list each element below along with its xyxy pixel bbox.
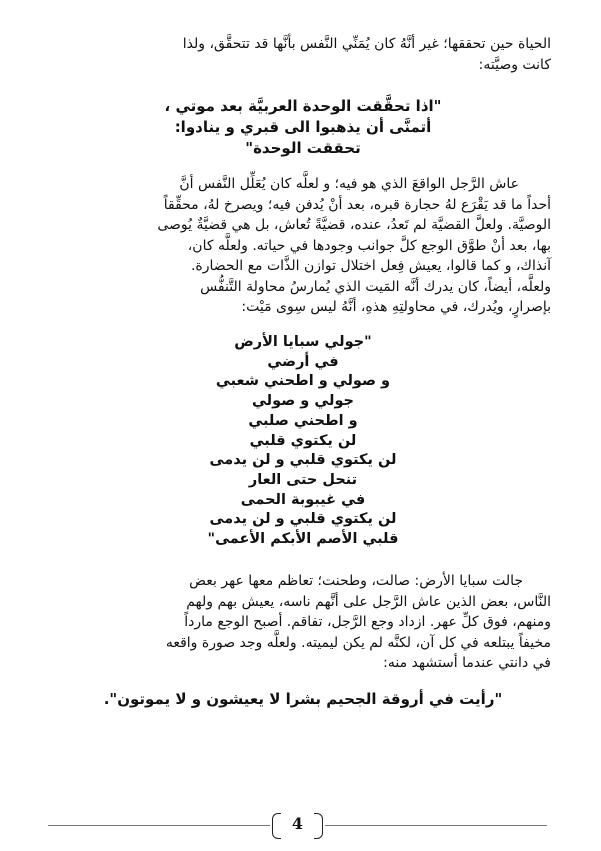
text-line: النَّاس، بعض الذين عاش الرَّجل على أنَّهم ناسه، يعيش بهم ولهم (186, 593, 551, 610)
quote-line: أتمنَّى أن يذهبوا الى قبري و ينادوا: (174, 118, 432, 136)
poem-line: و اطحني صلبي (248, 412, 358, 429)
text-line: بها، بعد أنْ طوَّق الوجع كلَّ جوانب وجودها في حياته. ولعلَّه كان، (187, 237, 551, 254)
paragraph-2 (55, 174, 551, 318)
poem-line: لن يكتوي قلبي و لن يدمى (209, 452, 397, 469)
text-line: كانت وصيَّته: (478, 56, 551, 73)
poem-line: لن يكتوي قلبي (249, 432, 357, 449)
text-line: جالت سبايا الأرض: صالت، وطحنت؛ تعاظم معها عهر بعض (189, 573, 523, 589)
footer-divider-left (48, 825, 270, 826)
text-line: أحداً ما قد يَقْرَع لهُ حجارة قبره، بعد أنْ يُدفن فيه؛ ويصرخ لهُ، محقِّقاً (163, 196, 551, 213)
text-line: بإصرارٍ، ويُدرك، في محاولتِهِ هذهِ، أنَّهُ ليس سِوى مَيْت: (241, 299, 551, 315)
footer-divider-right (325, 825, 547, 826)
poem-line: قلبي الأصم الأبكم الأعمى" (207, 531, 399, 548)
text-line: ومنهم، فوق كلِّ عهر. ازداد وجع الرَّجل، تفاقم. أصبح الوجع مارداً (184, 614, 551, 630)
page-number: 4 (291, 814, 304, 833)
text-line: الحياة حين تحققها؛ غير أنَّهُ كان يُمَنِّي النَّفس بأنَّها قد تتحقَّق، ولذا (182, 36, 551, 52)
text-line: آنذاك، و كما قالوا، يعيش فِعل اختلال توازن الذَّات مع الحضارة. (190, 258, 551, 274)
quote-line: "اذا تحقَّقت الوحدة العربيَّة بعد موتي ، (164, 97, 442, 115)
paragraph-3 (55, 571, 551, 674)
poem-line: لن يكتوي قلبي و لن يدمى (209, 511, 397, 528)
dante-quote: "رأيت في أروقة الجحيم بشرا لا يعيشون و لا يموتون". (103, 690, 503, 708)
paragraph-1 (55, 34, 551, 75)
page-number-box (270, 812, 325, 840)
poem-line: في أرضي (267, 353, 339, 370)
text-line: مخيفاً يبتلعه في كل آن، لكنَّه لم يكن ليميته. ولعلَّه وجد صورة واقعه (165, 634, 551, 651)
poem (55, 333, 551, 550)
text-line: الوصيَّة. ولعلَّ القضيَّة لم تَعدُ، عنده، قضيَّةً تُعاش، بل هي قضيَّةٌ يُوصى (157, 217, 551, 233)
poem-line: تنحل حتى العار (248, 471, 358, 488)
poem-line: "جولي سبايا الأرض (234, 334, 372, 350)
poem-line: في غيبوبة الحمى (240, 491, 366, 508)
poem-line: جولي و صولي (252, 393, 354, 410)
text-line: عاش الرَّجل الواقعَ الذي هو فيه؛ و لعلَّه كان يُعَلِّل النَّفس أنَّ (179, 176, 519, 192)
quote-line: تحققت الوحدة" (245, 139, 361, 157)
poem-line: و صولي و اطحني شعبي (215, 373, 391, 390)
text-line: ولعلَّه، أيضاً، كان يدرك أنَّه المَيت الذي يُمارسُ محاولة التَّنفُّس (200, 278, 551, 295)
will-quote (55, 96, 551, 159)
text-line: في دانتي عندما أستشهد منه: (383, 655, 551, 671)
